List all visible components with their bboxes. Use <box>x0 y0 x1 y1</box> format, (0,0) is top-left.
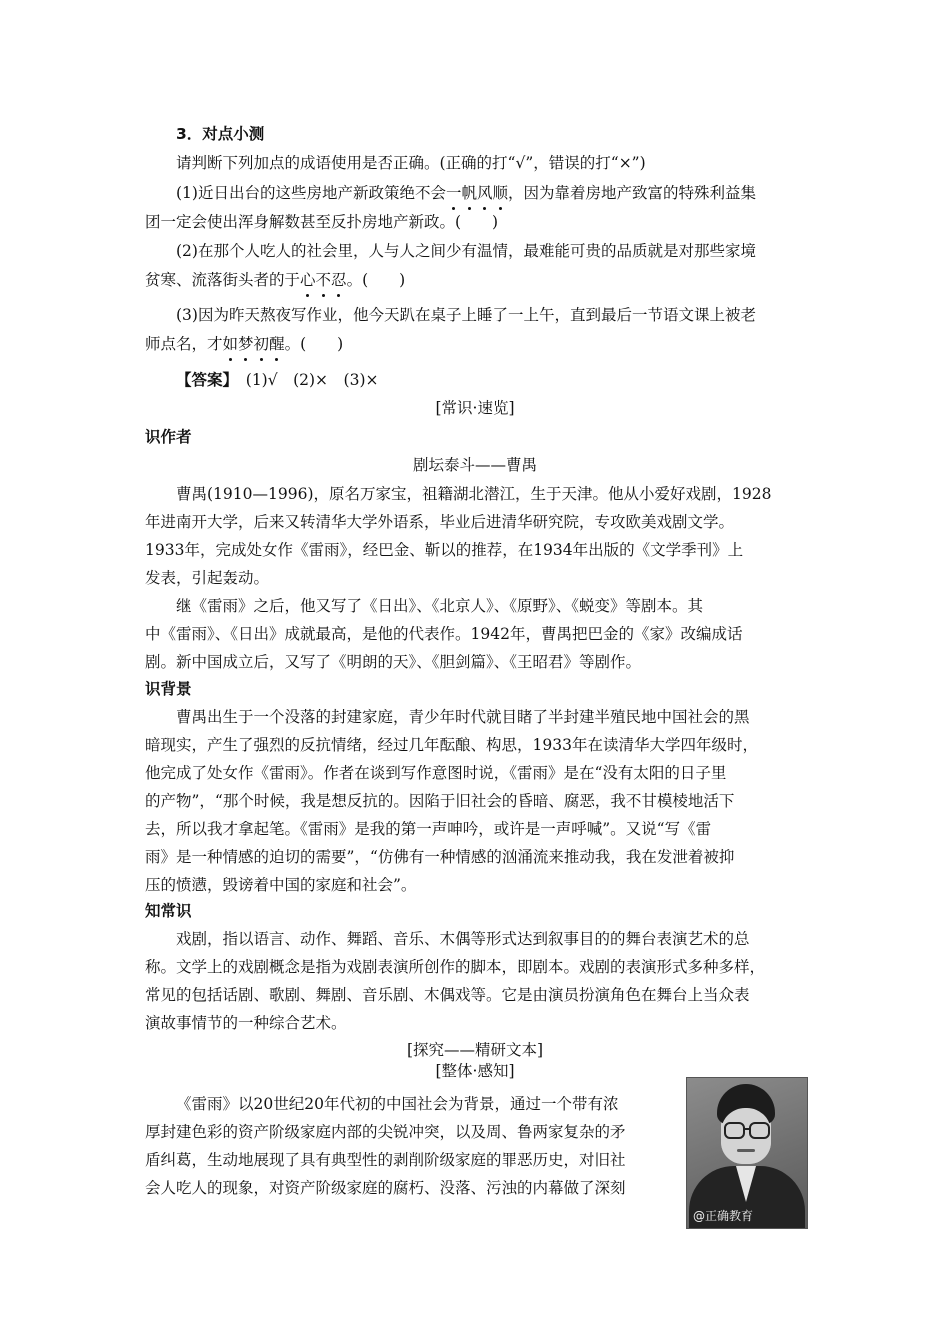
background-para-line: 的产物”，“那个时候，我是想反抗的。因陷于旧社会的昏暗、腐恶，我不甘模棱地活下 <box>145 792 735 810</box>
background-heading: 识背景 <box>145 680 192 698</box>
author-para-line: 曹禺(1910—1996)，原名万家宝，祖籍湖北潜江，生于天津。他从小爱好戏剧，1928 <box>176 485 772 503</box>
knowledge-para-line: 常见的包括话剧、歌剧、舞剧、音乐剧、木偶戏等。它是由演员扮演角色在舞台上当众表 <box>145 986 750 1004</box>
author-para-line: 年进南开大学，后来又转清华大学外语系，毕业后进清华研究院，专攻欧美戏剧文学。 <box>145 513 735 531</box>
author-heading: 识作者 <box>145 428 192 446</box>
background-para-line: 他完成了处女作《雷雨》。作者在谈到写作意图时说，《雷雨》是在“没有太阳的日子里 <box>145 764 727 782</box>
answer-label: 【答案】 <box>176 371 231 389</box>
question-2-text: 贫寒、流落街头者的于 <box>145 271 301 289</box>
explore-sub-banner: [整体·感知] <box>435 1062 515 1080</box>
background-para-line: 曹禺出生于一个没落的封建家庭，青少年时代就目睹了半封建半殖民地中国社会的黑 <box>176 708 750 726</box>
answer-text: (1)√ (2)× (3)× <box>230 371 379 389</box>
question-3-line-2 <box>145 334 343 354</box>
author-title: 剧坛泰斗——曹禺 <box>412 456 537 474</box>
photo-watermark: @正确教育 <box>693 1209 754 1223</box>
question-2-text-cont: 。( ) <box>346 271 406 289</box>
question-2-line-2 <box>145 270 405 290</box>
dotted-idiom: 如梦初醒 <box>222 335 285 353</box>
background-para-line: 雨》是一种情感的迫切的需要”，“仿佛有一种情感的汹涌流来推动我，我在发泄着被抑 <box>145 848 735 866</box>
question-3-text-cont: 。( ) <box>284 335 344 353</box>
explore-para-line: 盾纠葛，生动地展现了具有典型性的剥削阶级家庭的罪恶历史，对旧社 <box>145 1151 626 1169</box>
author-para-line: 继《雷雨》之后，他又写了《日出》、《北京人》、《原野》、《蜕变》等剧本。其 <box>176 597 704 615</box>
knowledge-para-line: 演故事情节的一种综合艺术。 <box>145 1014 347 1032</box>
photo-mouth <box>737 1149 755 1152</box>
dotted-idiom: 心不忍 <box>300 271 347 289</box>
answer-line <box>176 370 379 390</box>
background-para-line: 暗现实，产生了强烈的反抗情绪，经过几年酝酿、构思，1933年在读清华大学四年级时， <box>145 736 758 754</box>
author-para-line: 发表，引起轰动。 <box>145 569 270 587</box>
explore-para-line: 厚封建色彩的资产阶级家庭内部的尖锐冲突，以及周、鲁两家复杂的矛 <box>145 1123 626 1141</box>
common-banner: [常识·速览] <box>435 399 515 417</box>
knowledge-para-line: 称。文学上的戏剧概念是指为戏剧表演所创作的脚本，即剧本。戏剧的表演形式多种多样， <box>145 958 766 976</box>
author-portrait-photo <box>686 1077 808 1229</box>
section-heading: 3．对点小测 <box>176 125 265 143</box>
question-1-text-cont: ，因为靠着房地产致富的特殊利益集 <box>508 184 757 202</box>
knowledge-para-line: 戏剧，指以语言、动作、舞蹈、音乐、木偶等形式达到叙事目的的舞台表演艺术的总 <box>176 930 750 948</box>
photo-glasses-bridge <box>743 1128 749 1130</box>
author-para-line: 1933年，完成处女作《雷雨》，经巴金、靳以的推荐，在1934年出版的《文学季刊》上 <box>145 541 744 559</box>
instruction-text: 请判断下列加点的成语使用是否正确。(正确的打“√”，错误的打“×”) <box>176 154 646 172</box>
question-1-line-1 <box>176 183 756 203</box>
question-2-line-1: (2)在那个人吃人的社会里，人与人之间少有温情，最难能可贵的品质就是对那些家境 <box>176 242 756 260</box>
explore-para-line: 《雷雨》以20世纪20年代初的中国社会为背景，通过一个带有浓 <box>176 1095 619 1113</box>
question-3-text: 师点名，才 <box>145 335 223 353</box>
question-1-text: (1)近日出台的这些房地产新政策绝不会 <box>176 184 446 202</box>
author-para-line: 剧。新中国成立后，又写了《明朗的天》、《胆剑篇》、《王昭君》等剧作。 <box>145 653 642 671</box>
explore-para-line: 会人吃人的现象，对资产阶级家庭的腐朽、没落、污浊的内幕做了深刻 <box>145 1179 626 1197</box>
background-para-line: 压的愤懑，毁谤着中国的家庭和社会”。 <box>145 876 417 894</box>
question-1-line-2: 团一定会使出浑身解数甚至反扑房地产新政。( ) <box>145 213 499 231</box>
dotted-idiom: 一帆风顺 <box>445 184 509 202</box>
photo-glasses-right <box>749 1122 770 1139</box>
knowledge-heading: 知常识 <box>145 902 192 920</box>
author-para-line: 中《雷雨》、《日出》成就最高，是他的代表作。1942年，曹禺把巴金的《家》改编成话 <box>145 625 743 643</box>
explore-banner: [探究——精研文本] <box>406 1041 544 1059</box>
question-3-line-1: (3)因为昨天熬夜写作业，他今天趴在桌子上睡了一上午，直到最后一节语文课上被老 <box>176 306 756 324</box>
background-para-line: 去，所以我才拿起笔。《雷雨》是我的第一声呻吟，或许是一声呼喊”。又说“写《雷 <box>145 820 712 838</box>
photo-glasses-left <box>724 1122 745 1139</box>
